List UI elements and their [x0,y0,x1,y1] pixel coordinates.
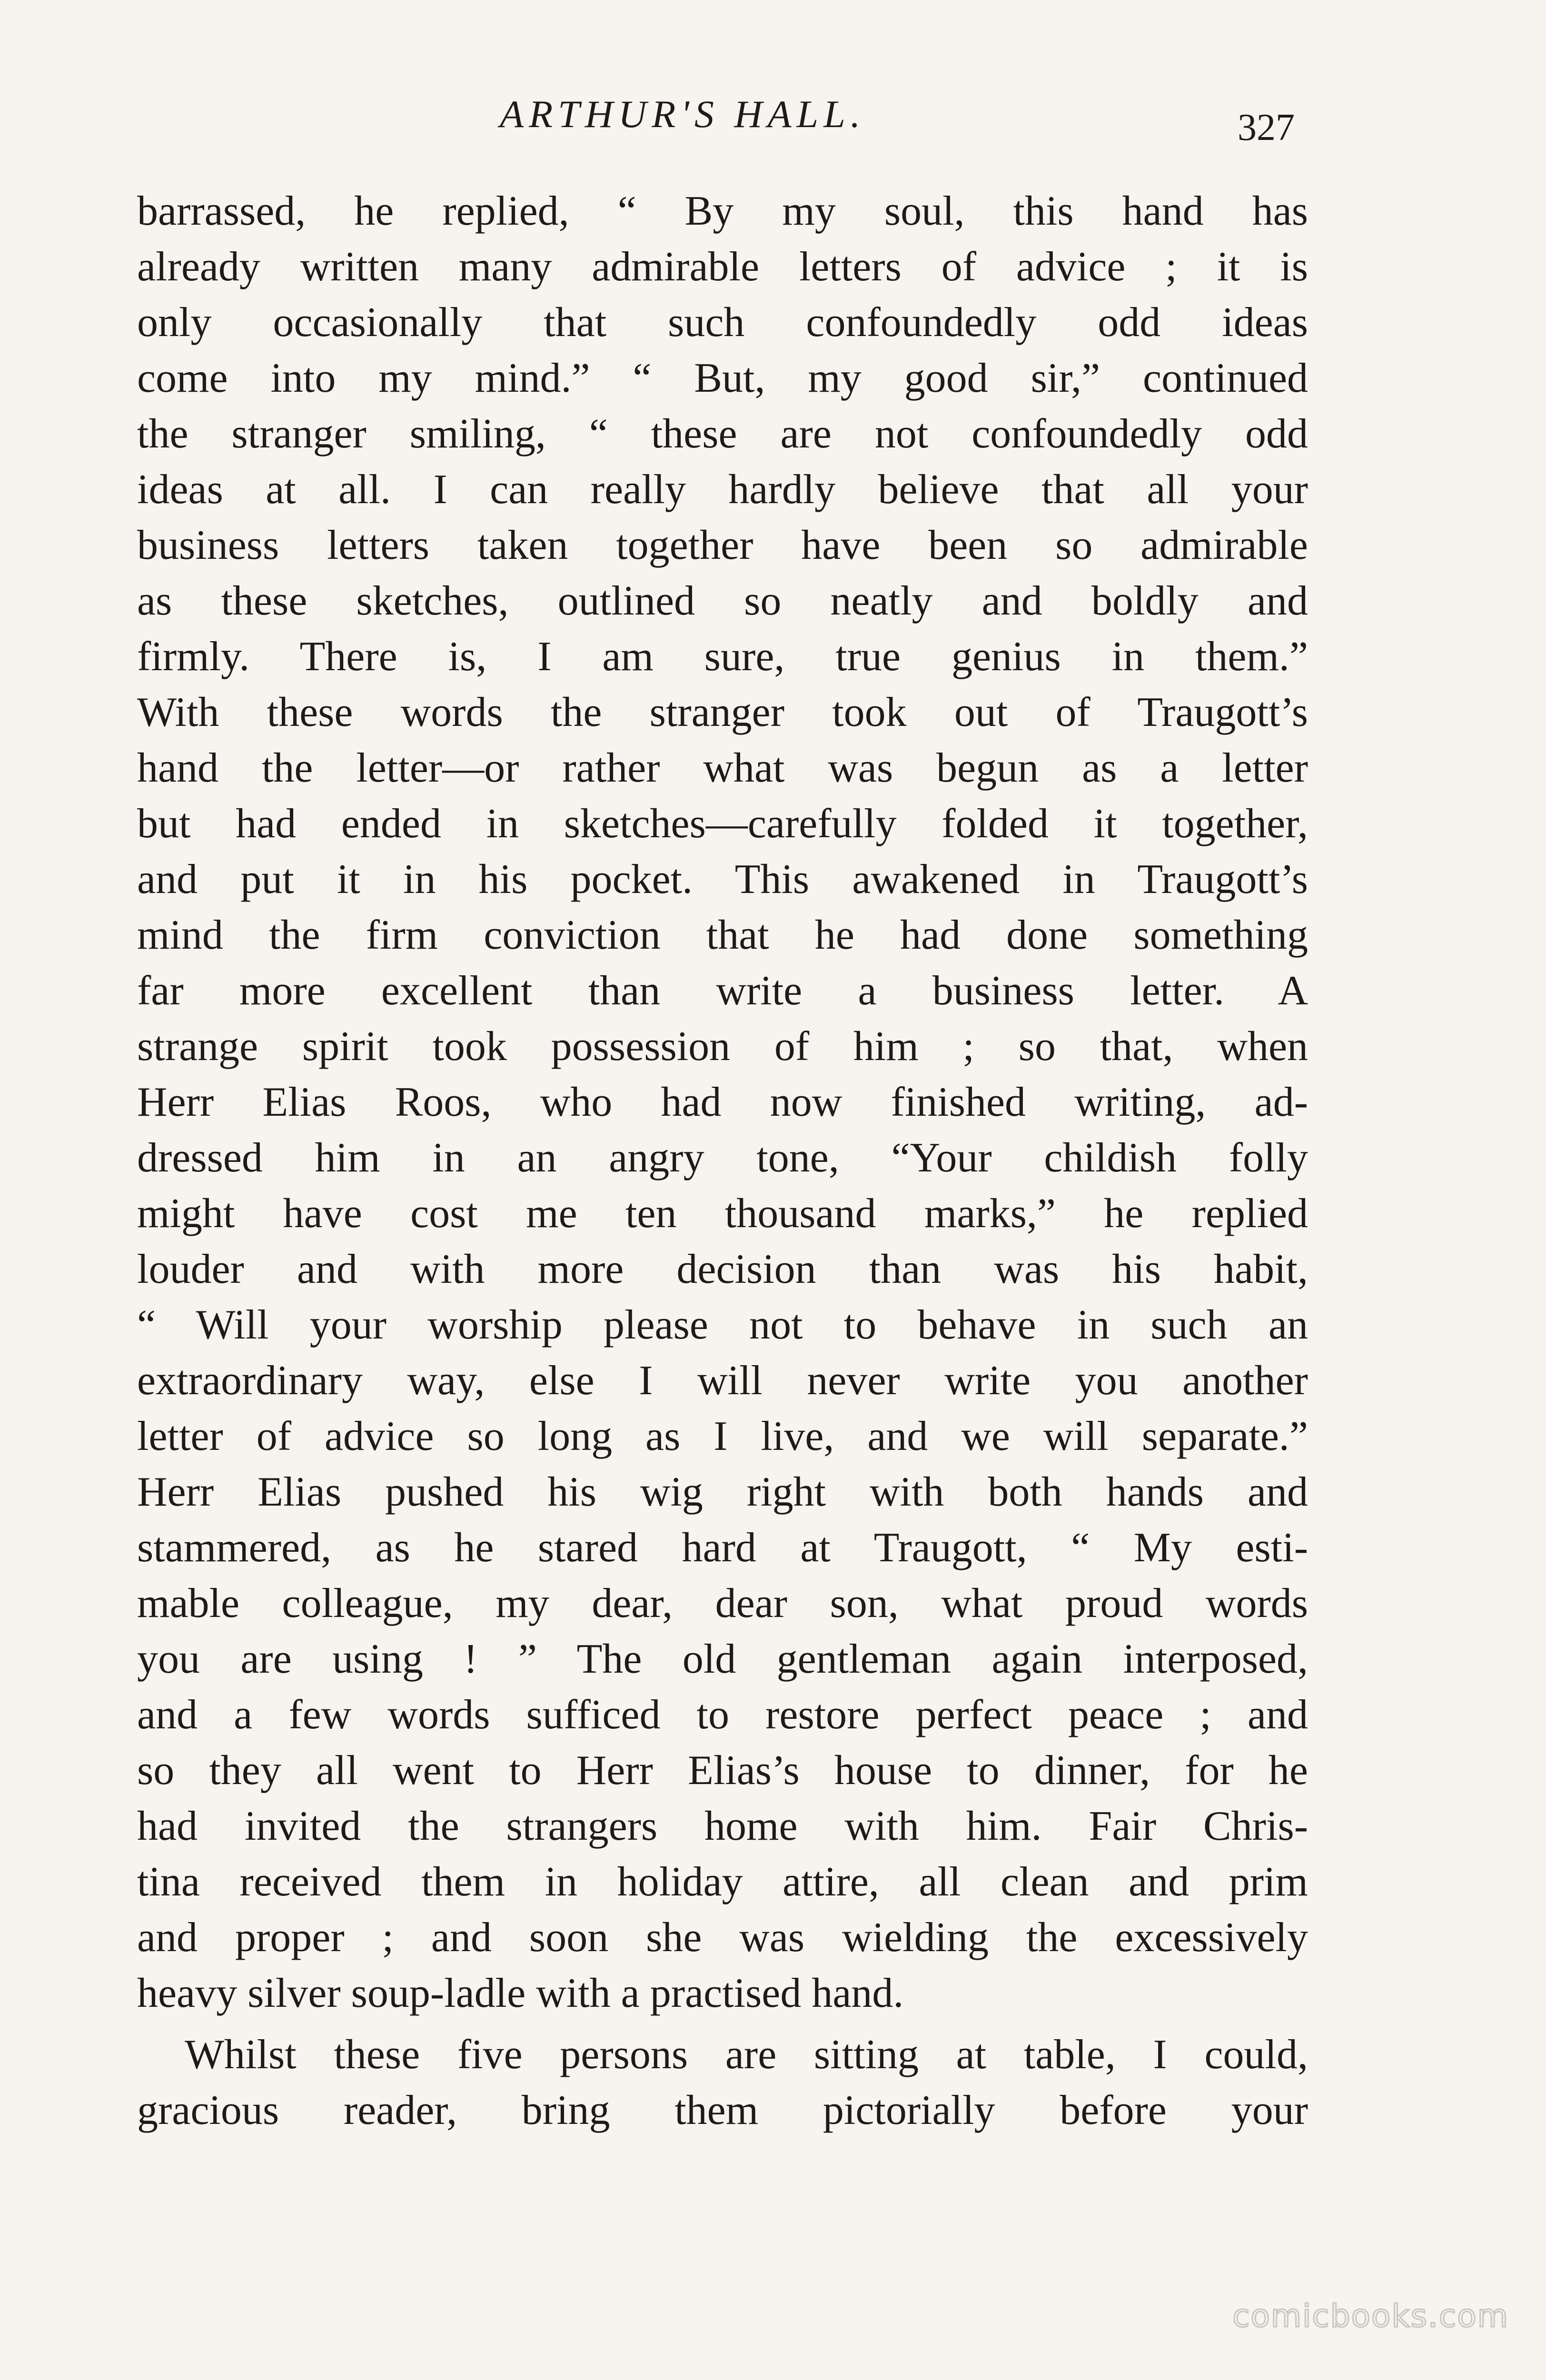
text-line: ideas at all. I can really hardly believe that all your [137,466,1308,513]
text-line: strange spirit took possession of him ; so that, when [137,1023,1308,1070]
text-line: come into my mind.” “ But, my good sir,” continued [137,355,1308,401]
text-line: business letters taken together have been so admirable [137,522,1308,568]
body-text [137,183,1308,2138]
text-line: letter of advice so long as I live, and we will separate.” [137,1413,1308,1459]
text-line: only occasionally that such confoundedly odd ideas [137,299,1308,346]
page-number: 327 [1238,107,1295,149]
text-line: dressed him in an angry tone, “Your childish folly [137,1135,1308,1181]
paragraph [137,183,1308,2021]
text-line: tina received them in holiday attire, all clean and prim [137,1859,1308,1905]
text-line: might have cost me ten thousand marks,” he replied [137,1190,1308,1237]
text-line: and put it in his pocket. This awakened in Traugott’s [137,856,1308,902]
text-line: Whilst these five persons are sitting at table, I could, [185,2032,1308,2078]
running-title: ARTHUR'S HALL. [500,92,866,136]
paragraph-gap [137,2021,1308,2027]
text-line: and a few words sufficed to restore perfect peace ; and [137,1692,1308,1738]
text-line: firmly. There is, I am sure, true genius in them.” [137,634,1308,680]
text-line: had invited the strangers home with him. Fair Chris- [137,1803,1308,1849]
text-line: heavy silver soup-ladle with a practised hand. [137,1970,904,2016]
text-line: With these words the stranger took out of Traugott’s [137,689,1308,735]
text-line: as these sketches, outlined so neatly and boldly and [137,578,1308,624]
watermark-logo: comicbooks.com [1232,2298,1509,2334]
text-line: gracious reader, bring them pictorially before your [137,2087,1308,2133]
paragraph [137,2027,1308,2138]
text-line: hand the letter—or rather what was begun as a letter [137,745,1308,791]
text-line: so they all went to Herr Elias’s house to dinner, for he [137,1747,1308,1794]
text-line: and proper ; and soon she was wielding the excessively [137,1914,1308,1961]
text-line: “ Will your worship please not to behave in such an [137,1302,1308,1348]
text-line: but had ended in sketches—carefully folded it together, [137,801,1308,847]
text-line: far more excellent than write a business letter. A [137,968,1308,1014]
text-line: the stranger smiling, “ these are not confoundedly odd [137,411,1308,457]
text-line: extraordinary way, else I will never write you another [137,1358,1308,1404]
text-line: already written many admirable letters of advice ; it is [137,244,1308,290]
text-line: mind the firm conviction that he had done something [137,912,1308,958]
text-line: barrassed, he replied, “ By my soul, this hand has [137,188,1308,234]
text-line: Herr Elias Roos, who had now finished writing, ad- [137,1079,1308,1125]
text-line: louder and with more decision than was his habit, [137,1246,1308,1292]
text-line: Herr Elias pushed his wig right with both hands and [137,1469,1308,1515]
text-line: mable colleague, my dear, dear son, what proud words [137,1580,1308,1626]
text-line: stammered, as he stared hard at Traugott, “ My esti- [137,1525,1308,1571]
text-line: you are using ! ” The old gentleman again interposed, [137,1636,1308,1682]
